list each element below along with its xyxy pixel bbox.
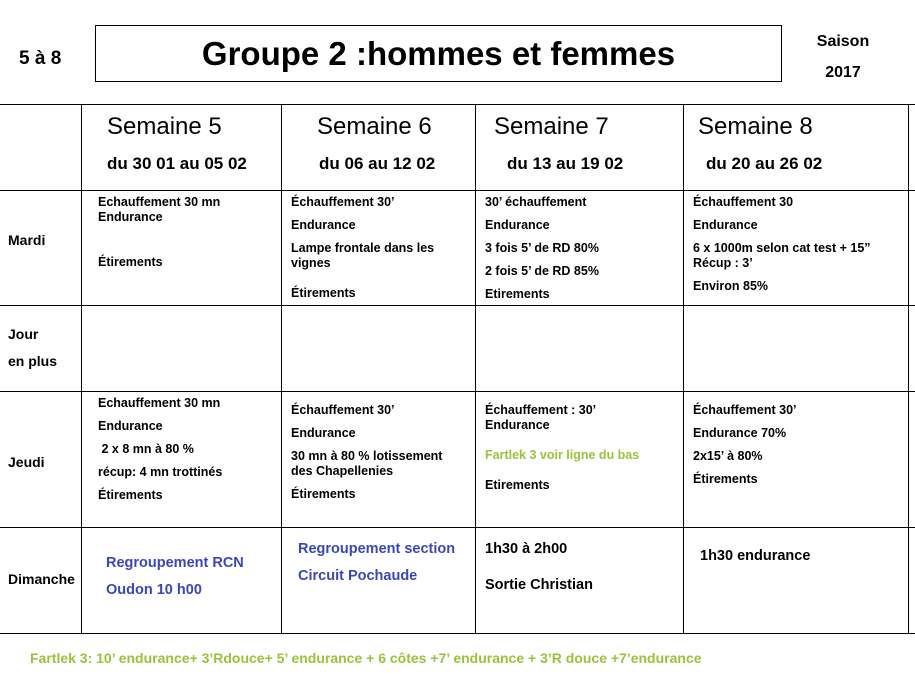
session-line: Étirements <box>291 487 356 501</box>
session-line: Oudon 10 h00 <box>106 582 202 598</box>
page-title: Groupe 2 :hommes et femmes <box>201 35 676 72</box>
session-line: Regroupement section <box>298 541 456 557</box>
session-line: Échauffement 30’ <box>291 195 395 209</box>
grid-line <box>0 391 915 392</box>
session-line: Échauffement : 30’ <box>485 403 597 417</box>
week-6-name: Semaine 6 <box>317 113 432 140</box>
season-block <box>812 26 874 88</box>
dimanche-week5-cell <box>106 550 244 604</box>
week-7-dates: du 13 au 19 02 <box>507 154 624 173</box>
dimanche-week7-cell <box>485 536 593 599</box>
week-8-name: Semaine 8 <box>698 113 813 140</box>
mardi-week8-cell <box>693 195 871 294</box>
session-line: Étirements <box>291 286 356 300</box>
grid-line <box>0 190 915 191</box>
jeudi-week5-cell <box>98 396 222 503</box>
grid-line <box>475 104 476 634</box>
fartlek-reference: Fartlek 3 voir ligne du bas <box>485 448 640 462</box>
week-range-label: 5 à 8 <box>19 48 62 69</box>
dimanche-week8-cell <box>700 543 810 570</box>
session-line: Sortie Christian <box>485 577 593 593</box>
week-8-dates: du 20 au 26 02 <box>706 154 823 173</box>
session-line: Endurance <box>98 419 163 433</box>
day-label-dimanche: Dimanche <box>8 571 75 587</box>
session-line: 30’ échauffement <box>485 195 587 209</box>
session-line: Echauffement 30 mn <box>98 396 221 410</box>
session-line: des Chapellenies <box>291 464 394 478</box>
session-line: Echauffement 30 mn <box>98 195 221 209</box>
week-5-name: Semaine 5 <box>107 113 222 140</box>
week-6-dates: du 06 au 12 02 <box>319 154 436 173</box>
session-line: 1h30 endurance <box>700 548 811 564</box>
mardi-week6-cell <box>291 195 434 301</box>
session-line: Endurance <box>693 218 758 232</box>
season-label: Saison <box>816 33 870 50</box>
day-label-jour-line1: Jour <box>8 326 39 342</box>
session-line: vignes <box>291 256 331 270</box>
fartlek-definition: Fartlek 3: 10’ endurance+ 3’Rdouce+ 5’ endurance + 6 côtes +7’ endurance + 3’R douce +7’endurance <box>30 650 702 666</box>
day-label-mardi: Mardi <box>8 232 46 248</box>
session-line: Échauffement 30’ <box>693 403 797 417</box>
session-line: Endurance <box>291 218 356 232</box>
season-year: 2017 <box>825 64 861 81</box>
day-label-jour-line2: en plus <box>8 353 58 369</box>
title-box <box>95 25 782 82</box>
grid-line <box>0 104 915 105</box>
session-line: 3 fois 5’ de RD 80% <box>485 241 599 255</box>
grid-line <box>281 104 282 634</box>
day-label-jour-en-plus <box>8 321 57 375</box>
jeudi-week7-cell <box>485 403 639 493</box>
grid-line <box>0 305 915 306</box>
grid-line <box>0 633 915 634</box>
session-line: récup: 4 mn trottinés <box>98 465 223 479</box>
session-line: 2 fois 5’ de RD 85% <box>485 264 599 278</box>
session-line: Environ 85% <box>693 279 769 293</box>
session-line: Endurance <box>485 418 550 432</box>
session-line: Etirements <box>485 478 550 492</box>
session-line: Étirements <box>98 255 163 269</box>
grid-line <box>81 104 82 634</box>
session-line: Échauffement 30 <box>693 195 794 209</box>
session-line: Étirements <box>693 472 758 486</box>
day-label-jeudi: Jeudi <box>8 454 45 470</box>
session-line: 6 x 1000m selon cat test + 15” <box>693 241 871 255</box>
session-line: Endurance <box>291 426 356 440</box>
session-line: Récup : 3’ <box>693 256 753 270</box>
session-line: Échauffement 30’ <box>291 403 395 417</box>
session-line: 2 x 8 mn à 80 % <box>98 442 194 456</box>
session-line: Endurance 70% <box>693 426 787 440</box>
session-line: Étirements <box>98 488 163 502</box>
session-line: 2x15’ à 80% <box>693 449 763 463</box>
grid-line <box>0 527 915 528</box>
mardi-week5-cell <box>98 195 220 270</box>
session-line: Endurance <box>98 210 163 224</box>
session-line: Etirements <box>485 287 550 301</box>
grid-line <box>683 104 684 634</box>
jeudi-week6-cell <box>291 403 442 502</box>
session-line: 30 mn à 80 % lotissement <box>291 449 443 463</box>
dimanche-week6-cell <box>298 536 455 590</box>
session-line: Circuit Pochaude <box>298 568 418 584</box>
jeudi-week8-cell <box>693 403 797 487</box>
mardi-week7-cell <box>485 195 599 302</box>
session-line: 1h30 à 2h00 <box>485 541 568 557</box>
session-line: Regroupement RCN <box>106 555 244 571</box>
session-line: Lampe frontale dans les <box>291 241 435 255</box>
week-7-name: Semaine 7 <box>494 113 609 140</box>
week-5-dates: du 30 01 au 05 02 <box>107 154 247 173</box>
session-line: Endurance <box>485 218 550 232</box>
grid-line <box>908 104 909 634</box>
